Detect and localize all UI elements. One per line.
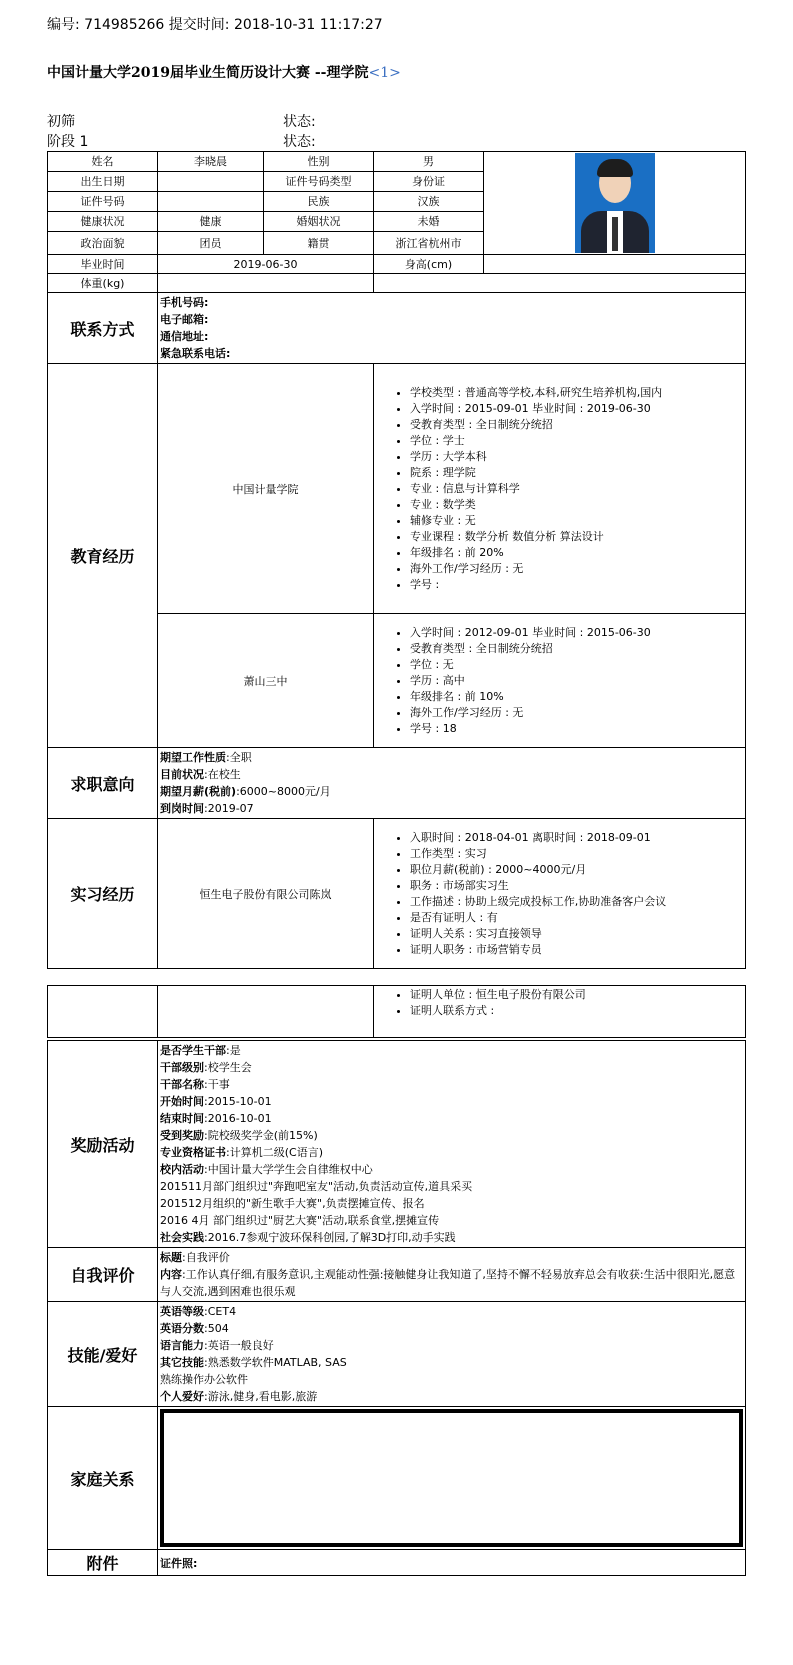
kv-value: 英语一般良好 xyxy=(207,1339,274,1352)
idtype-label: 证件号码类型 xyxy=(264,171,374,191)
attachment-label: 证件照: xyxy=(160,1556,198,1570)
grad-value: 2019-06-30 xyxy=(158,255,374,274)
gender-label: 性别 xyxy=(264,152,374,172)
kv-key: 结束时间 xyxy=(160,1112,204,1125)
kv-key: 到岗时间 xyxy=(160,802,204,815)
contact-row: 手机号码: xyxy=(160,296,209,309)
list-item: • 受教育类型 : 全日制统分统招 xyxy=(410,641,743,657)
list-item: • 学号 : 18 xyxy=(410,721,743,737)
kv-key: 专业资格证书 xyxy=(160,1146,226,1159)
kv-key: 受到奖励 xyxy=(160,1129,204,1142)
name-value: 李晓晨 xyxy=(158,152,264,172)
list-item: • 职位月薪(税前) : 2000~4000元/月 xyxy=(410,862,743,878)
list-item: • 海外工作/学习经历 : 无 xyxy=(410,705,743,721)
list-item: • 学校类型 : 普通高等学校,本科,研究生培养机构,国内 xyxy=(410,385,743,401)
kv-value: 熟练操作办公软件 xyxy=(160,1373,248,1386)
health-value: 健康 xyxy=(158,211,264,231)
internship-cont-empty xyxy=(48,986,158,1038)
kv-key: 干部级别 xyxy=(160,1061,204,1074)
idno-value xyxy=(158,191,264,211)
kv-value: 工作认真仔细,有服务意识,主观能动性强:接触健身让我知道了,坚持不懈不轻易放弃总会有收获:生活中很阳光,愿意与人交流,遇到困难也很乐观 xyxy=(160,1268,736,1298)
kv-key: 期望工作性质 xyxy=(160,751,226,764)
kv-key: 目前状况 xyxy=(160,768,204,781)
height-value xyxy=(484,255,746,274)
id-photo xyxy=(575,153,655,253)
education-section-title: 教育经历 xyxy=(48,364,158,748)
list-item: • 职务 : 市场部实习生 xyxy=(410,878,743,894)
kv-value: 游泳,健身,看电影,旅游 xyxy=(207,1390,318,1403)
list-item: • 专业课程 : 数学分析 数值分析 算法设计 xyxy=(410,529,743,545)
kv-value: 干事 xyxy=(207,1078,230,1091)
list-item: • 受教育类型 : 全日制统分统招 xyxy=(410,417,743,433)
list-item: • 年级排名 : 前 20% xyxy=(410,545,743,561)
weight-label: 体重(kg) xyxy=(48,274,158,293)
contact-row: 电子邮箱: xyxy=(160,313,209,326)
health-label: 健康状况 xyxy=(48,211,158,231)
list-item: • 院系 : 理学院 xyxy=(410,465,743,481)
kv-key: 是否学生干部 xyxy=(160,1044,226,1057)
family-box xyxy=(160,1409,743,1547)
title-main: 中国计量大学2019届毕业生简历设计大赛 --理学院 xyxy=(47,65,369,81)
internship-details xyxy=(374,819,746,969)
idtype-value: 身份证 xyxy=(374,171,484,191)
resume-table-3 xyxy=(47,1040,746,1576)
contact-row: 紧急联系电话: xyxy=(160,347,231,360)
origin-label: 籍贯 xyxy=(264,231,374,254)
contact-row: 通信地址: xyxy=(160,330,209,343)
nation-label: 民族 xyxy=(264,191,374,211)
name-label: 姓名 xyxy=(48,152,158,172)
list-item: • 入学时间 : 2015-09-01 毕业时间 : 2019-06-30 xyxy=(410,401,743,417)
awards-content: 是否学生干部:是 干部级别:校学生会 干部名称:干事 开始时间:2015-10-01 结束时间:2016-10-01 受到奖励:院校级奖学金(前15%) 专业资格证书:计算机二级(C语言) 校内活动:中国计量大学学生会自律维权中心 201511月部门组织过"奔跑吧室友"活动,负责活动宣传,道具采买 201512月组织的"新生歌手大赛",负责摆摊宣传、报名 2016 4月 部门组织过"厨艺大赛"活动,联系食堂,摆摊宣传 社会实践:2016.7参观宁波环保科创园,了解3D打印,动手实践 xyxy=(158,1041,746,1248)
political-value: 团员 xyxy=(158,231,264,254)
marital-label: 婚姻状况 xyxy=(264,211,374,231)
status-label-1: 状态: xyxy=(283,114,316,130)
list-item: • 入职时间 : 2018-04-01 离职时间 : 2018-09-01 xyxy=(410,830,743,846)
marital-value: 未婚 xyxy=(374,211,484,231)
list-item: • 专业 : 数学类 xyxy=(410,497,743,513)
political-label: 政治面貌 xyxy=(48,231,158,254)
origin-value: 浙江省杭州市 xyxy=(374,231,484,254)
weight-empty xyxy=(374,274,746,293)
family-section-title: 家庭关系 xyxy=(48,1407,158,1550)
list-item: • 海外工作/学习经历 : 无 xyxy=(410,561,743,577)
kv-key: 社会实践 xyxy=(160,1231,204,1244)
birth-label: 出生日期 xyxy=(48,171,158,191)
stage-label-2: 阶段 1 xyxy=(47,134,89,150)
list-item: • 学位 : 学士 xyxy=(410,433,743,449)
gender-value: 男 xyxy=(374,152,484,172)
list-item: • 年级排名 : 前 10% xyxy=(410,689,743,705)
list-item: • 证明人联系方式 : xyxy=(410,1003,743,1019)
birth-value xyxy=(158,171,264,191)
resume-table-2 xyxy=(47,985,746,1038)
intent-content: 期望工作性质:全职 目前状况:在校生 期望月薪(税前):6000~8000元/月 到岗时间:2019-07 xyxy=(158,748,746,819)
kv-value: CET4 xyxy=(207,1305,237,1318)
header-line: 编号: 714985266 提交时间: 2018-10-31 11:17:27 xyxy=(47,17,383,33)
kv-key: 标题 xyxy=(160,1251,182,1264)
weight-value xyxy=(158,274,374,293)
list-item: • 学历 : 高中 xyxy=(410,673,743,689)
awards-section-title: 奖励活动 xyxy=(48,1041,158,1248)
title-suffix-link[interactable]: <1> xyxy=(368,65,401,81)
internship-section-title: 实习经历 xyxy=(48,819,158,969)
kv-value: 2016.7参观宁波环保科创园,了解3D打印,动手实践 xyxy=(207,1231,456,1244)
kv-value: 2019-07 xyxy=(207,802,254,815)
photo-cell xyxy=(484,152,746,255)
attachment-section-title: 附件 xyxy=(48,1550,158,1576)
list-item: • 工作类型 : 实习 xyxy=(410,846,743,862)
kv-value: 院校级奖学金(前15%) xyxy=(207,1129,318,1142)
kv-value: 2016 4月 部门组织过"厨艺大赛"活动,联系食堂,摆摊宣传 xyxy=(160,1214,440,1227)
list-item: • 学位 : 无 xyxy=(410,657,743,673)
skills-section-title: 技能/爱好 xyxy=(48,1302,158,1407)
kv-value: 2016-10-01 xyxy=(207,1112,272,1125)
kv-value: 在校生 xyxy=(207,768,241,781)
idno-label: 证件号码 xyxy=(48,191,158,211)
kv-key: 期望月薪(税前) xyxy=(160,785,237,798)
kv-value: 201512月组织的"新生歌手大赛",负责摆摊宣传、报名 xyxy=(160,1197,425,1210)
nation-value: 汉族 xyxy=(374,191,484,211)
family-content xyxy=(158,1407,746,1550)
self-eval-content: 标题:自我评价 内容:工作认真仔细,有服务意识,主观能动性强:接触健身让我知道了,坚持不懈不轻易放弃总会有收获:生活中很阳光,愿意与人交流,遇到困难也很乐观 xyxy=(158,1248,746,1302)
kv-key: 个人爱好 xyxy=(160,1390,204,1403)
list-item: • 证明人职务 : 市场营销专员 xyxy=(410,942,743,958)
list-item: • 学号 : xyxy=(410,577,743,593)
kv-value: 自我评价 xyxy=(185,1251,230,1264)
kv-key: 内容 xyxy=(160,1268,182,1281)
stage-label-1: 初筛 xyxy=(47,114,75,130)
status-label-2: 状态: xyxy=(283,134,316,150)
grad-label: 毕业时间 xyxy=(48,255,158,274)
kv-value: 是 xyxy=(229,1044,241,1057)
self-eval-section-title: 自我评价 xyxy=(48,1248,158,1302)
page-title xyxy=(47,62,401,82)
list-item: • 辅修专业 : 无 xyxy=(410,513,743,529)
kv-value: 201511月部门组织过"奔跑吧室友"活动,负责活动宣传,道具采买 xyxy=(160,1180,473,1193)
kv-key: 校内活动 xyxy=(160,1163,204,1176)
kv-key: 英语分数 xyxy=(160,1322,204,1335)
list-item: • 学历 : 大学本科 xyxy=(410,449,743,465)
edu-details-1 xyxy=(374,364,746,614)
internship-cont-company xyxy=(158,986,374,1038)
kv-key: 其它技能 xyxy=(160,1356,204,1369)
list-item: • 证明人关系 : 实习直接领导 xyxy=(410,926,743,942)
list-item: • 是否有证明人 : 有 xyxy=(410,910,743,926)
attachment-content xyxy=(158,1550,746,1576)
kv-value: 熟悉数学软件MATLAB, SAS xyxy=(207,1356,347,1369)
internship-company: 恒生电子股份有限公司陈岚 xyxy=(158,819,374,969)
contact-section-title: 联系方式 xyxy=(48,293,158,364)
kv-value: 2015-10-01 xyxy=(207,1095,272,1108)
kv-value: 计算机二级(C语言) xyxy=(229,1146,323,1159)
list-item: • 工作描述 : 协助上级完成投标工作,协助准备客户会议 xyxy=(410,894,743,910)
kv-value: 504 xyxy=(207,1322,229,1335)
edu-school-2: 萧山三中 xyxy=(158,614,374,748)
list-item: • 入学时间 : 2012-09-01 毕业时间 : 2015-06-30 xyxy=(410,625,743,641)
resume-table-1 xyxy=(47,151,746,969)
kv-value: 中国计量大学学生会自律维权中心 xyxy=(207,1163,373,1176)
internship-details-cont xyxy=(374,986,746,1038)
kv-key: 干部名称 xyxy=(160,1078,204,1091)
contact-content xyxy=(158,293,746,364)
kv-key: 语言能力 xyxy=(160,1339,204,1352)
height-label: 身高(cm) xyxy=(374,255,484,274)
skills-content: 英语等级:CET4 英语分数:504 语言能力:英语一般良好 其它技能:熟悉数学软件MATLAB, SAS 熟练操作办公软件 个人爱好:游泳,健身,看电影,旅游 xyxy=(158,1302,746,1407)
edu-details-2 xyxy=(374,614,746,748)
kv-value: 6000~8000元/月 xyxy=(239,785,331,798)
kv-key: 英语等级 xyxy=(160,1305,204,1318)
intent-section-title: 求职意向 xyxy=(48,748,158,819)
kv-key: 开始时间 xyxy=(160,1095,204,1108)
list-item: • 专业 : 信息与计算科学 xyxy=(410,481,743,497)
edu-school-1: 中国计量学院 xyxy=(158,364,374,614)
kv-value: 校学生会 xyxy=(207,1061,252,1074)
kv-value: 全职 xyxy=(229,751,252,764)
list-item: • 证明人单位 : 恒生电子股份有限公司 xyxy=(410,987,743,1003)
